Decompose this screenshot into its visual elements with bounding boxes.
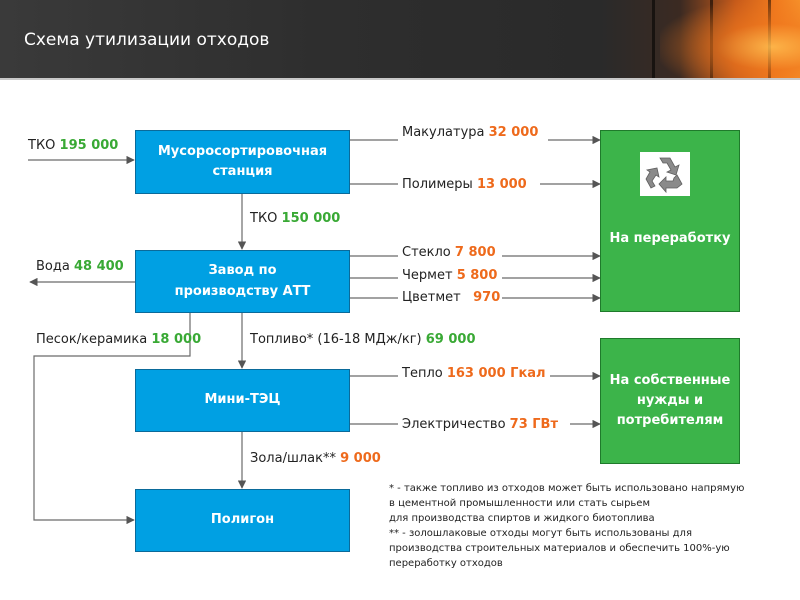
flow-polymers-label: Полимеры [402,177,477,192]
footnote-line: в цементной промышленности или стать сырьем [389,498,651,509]
flow-fuel-value: 69 000 [425,332,476,347]
flow-nonferrous-value: 970 [473,290,501,305]
landfill-box [135,489,350,552]
flow-heat-label: Тепло [402,366,447,381]
flow-ash [250,451,381,466]
flow-water-value: 48 400 [73,259,124,274]
footnote-line: ** - золошлаковые отходы могут быть использованы для [389,528,692,539]
flow-glass-value: 7 800 [454,245,496,260]
flow-paper-label: Макулатура [402,125,489,140]
footnote-line: для производства спиртов и жидкого биотоплива [389,513,655,524]
own-needs-box [600,338,740,464]
flow-water-label: Вода [36,259,74,274]
att-plant-box [135,250,350,313]
footnote [389,481,779,571]
flow-paper-value: 32 000 [488,125,539,140]
flow-ash-value: 9 000 [340,451,381,466]
flow-ferrous-value: 5 800 [456,268,498,283]
flow-tko-mid [250,211,340,226]
flow-sand-value: 18 000 [151,332,202,347]
flow-tko-in-value: 195 000 [59,138,119,153]
recycling-label: На переработку [609,230,731,246]
flow-water [36,259,124,274]
flow-ash-label: Зола/шлак** [250,451,341,466]
flow-electricity [402,417,558,432]
footnote-line: переработку отходов [389,558,503,569]
mini-chp-box [135,369,350,432]
flow-polymers-value: 13 000 [476,177,527,192]
footnote-line: * - также топливо из отходов может быть использовано напрямую [389,483,745,494]
flow-fuel [250,332,476,347]
flow-tko-mid-value: 150 000 [281,211,341,226]
flow-electricity-value: 73 ГВт [509,417,558,432]
flow-nonferrous [402,290,500,305]
landfill-label: Полигон [210,512,275,528]
flow-tko-mid-label: ТКО [250,211,282,226]
flow-heat [402,366,546,381]
flow-glass [402,245,496,260]
flow-fuel-label: Топливо* (16-18 МДж/кг) [250,332,426,347]
flow-electricity-label: Электричество [402,417,510,432]
page-title: Схема утилизации отходов [24,30,270,50]
sorting-station-box [135,130,350,194]
sorting-station-label: Мусоросортировочная станция [157,143,328,179]
flow-polymers [402,177,527,192]
flow-glass-label: Стекло [402,245,455,260]
mini-chp-label: Мини-ТЭЦ [204,392,281,408]
flow-nonferrous-label: Цветмет [402,290,474,305]
flow-paper [402,125,538,140]
flow-tko-in-label: ТКО [28,138,60,153]
flow-heat-value: 163 000 Гкал [446,366,546,381]
att-plant-label: Завод по производству АТТ [174,263,311,299]
footnote-line: производства строительных материалов и обеспечить 100%-ую [389,543,730,554]
recycle-icon [640,152,690,196]
flow-tko-in [28,138,118,153]
flow-ferrous-label: Чермет [402,268,457,283]
flow-sand [36,332,201,347]
flow-ferrous [402,268,497,283]
own-needs-label: На собственные нужды и потребителям [609,372,731,429]
flow-sand-label: Песок/керамика [36,332,152,347]
